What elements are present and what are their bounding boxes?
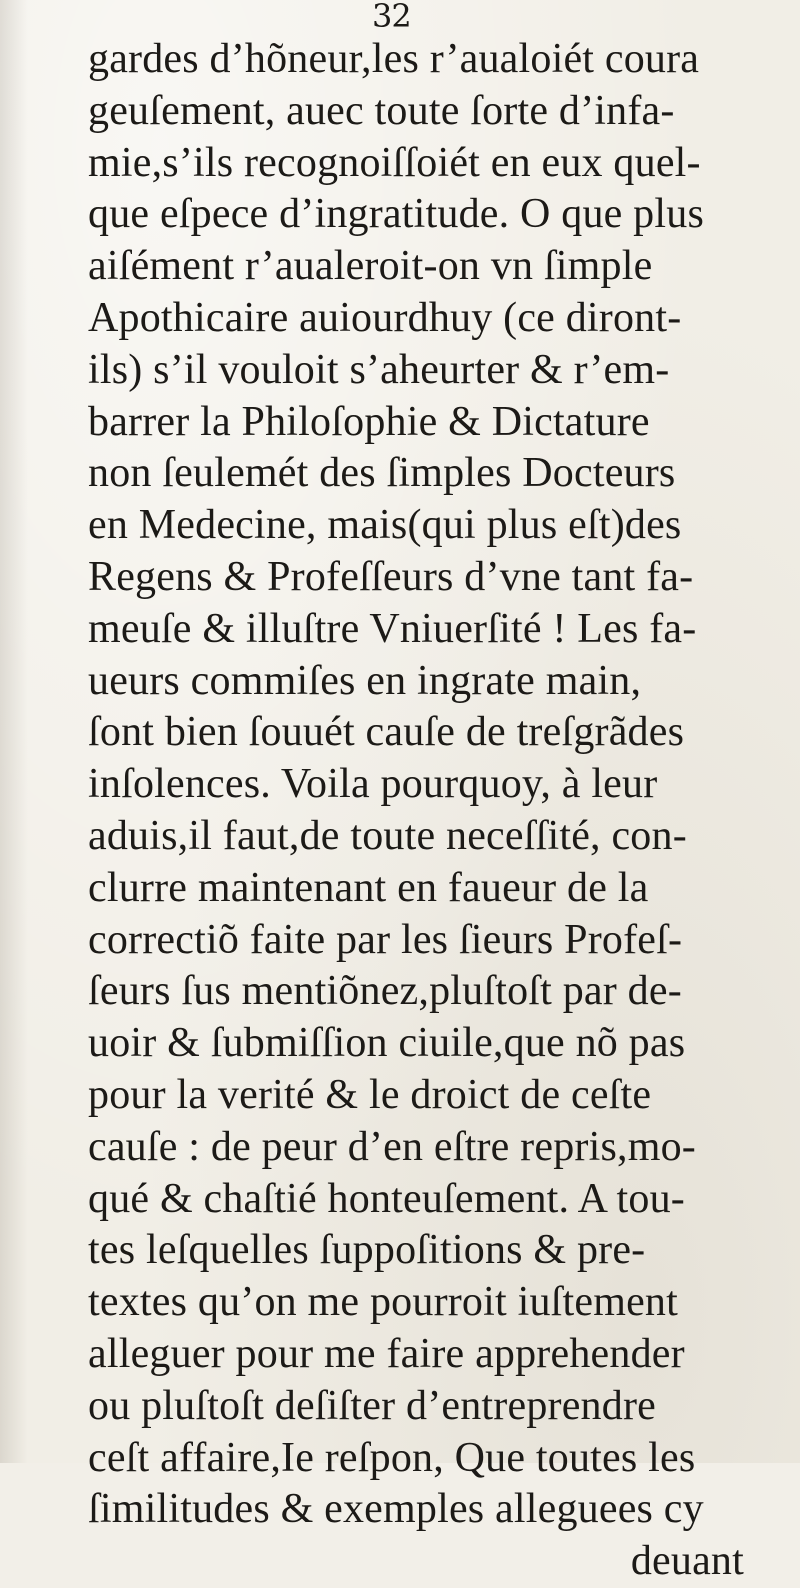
text-line: tes leſquelles ſuppoſitions & pre- — [88, 1227, 646, 1274]
page-number: 32 — [372, 0, 411, 35]
text-line: que eſpece d’ingratitude. O que plus — [88, 191, 704, 238]
text-line: pour la verité & le droict de ceſte — [88, 1071, 652, 1118]
text-line: qué & chaſtié honteuſement. A tou- — [88, 1175, 685, 1222]
text-line: non ſeulemét des ſimples Docteurs — [88, 450, 676, 497]
text-line: en Medecine, mais(qui plus eſt)des — [88, 502, 682, 549]
text-line: meuſe & illuſtre Vniuerſité ! Les fa- — [88, 605, 697, 652]
text-line: gardes d’hõneur,les r’aualoiét coura — [88, 36, 700, 82]
text-line: correctiõ faite par les ſieurs Profeſ- — [88, 916, 683, 963]
text-line: alleguer pour me faire apprehender — [88, 1330, 685, 1377]
text-line: inſolences. Voila pourquoy, à leur — [88, 761, 658, 808]
catchword: deuant — [630, 1538, 744, 1585]
text-line: ou pluſtoſt deſiſter d’entreprendre — [88, 1382, 656, 1429]
page-gutter-shadow — [0, 0, 28, 1463]
text-line: textes qu’on me pourroit iuſtement — [88, 1279, 679, 1326]
text-line: cauſe : de peur d’en eſtre repris,mo- — [88, 1123, 696, 1170]
text-line: ils) s’il vouloit s’aheurter & r’em- — [88, 346, 670, 393]
text-line: geuſement, auec toute ſorte d’infa- — [88, 87, 675, 134]
text-line: ſeurs ſus mentiõnez,pluſtoſt par de- — [88, 968, 682, 1015]
text-line: ſimilitudes & exemples alleguees cy — [88, 1486, 704, 1533]
text-line: Regens & Profeſſeurs d’vne tant fa- — [88, 553, 694, 600]
text-line: barrer la Philoſophie & Dictature — [88, 398, 650, 445]
text-line: ſont bien ſouuét cauſe de treſgrãdes — [88, 709, 685, 756]
text-line: aduis,il faut,de toute neceſſité, con- — [88, 812, 687, 859]
text-line: clurre maintenant en faueur de la — [88, 864, 649, 911]
text-line: uoir & ſubmiſſion ciuile,que nõ pas — [88, 1020, 686, 1067]
body-text — [88, 34, 794, 1588]
text-line: Apothicaire auiourdhuy (ce diront- — [88, 294, 682, 341]
text-line: mie,s’ils recognoiſſoiét en eux quel- — [88, 139, 701, 186]
text-line: aiſément r’aualeroit-on vn ſimple — [88, 243, 653, 290]
text-line: ceſt affaire,Ie reſpon, Que toutes les — [88, 1434, 696, 1481]
text-line: ueurs commiſes en ingrate main, — [88, 657, 642, 704]
